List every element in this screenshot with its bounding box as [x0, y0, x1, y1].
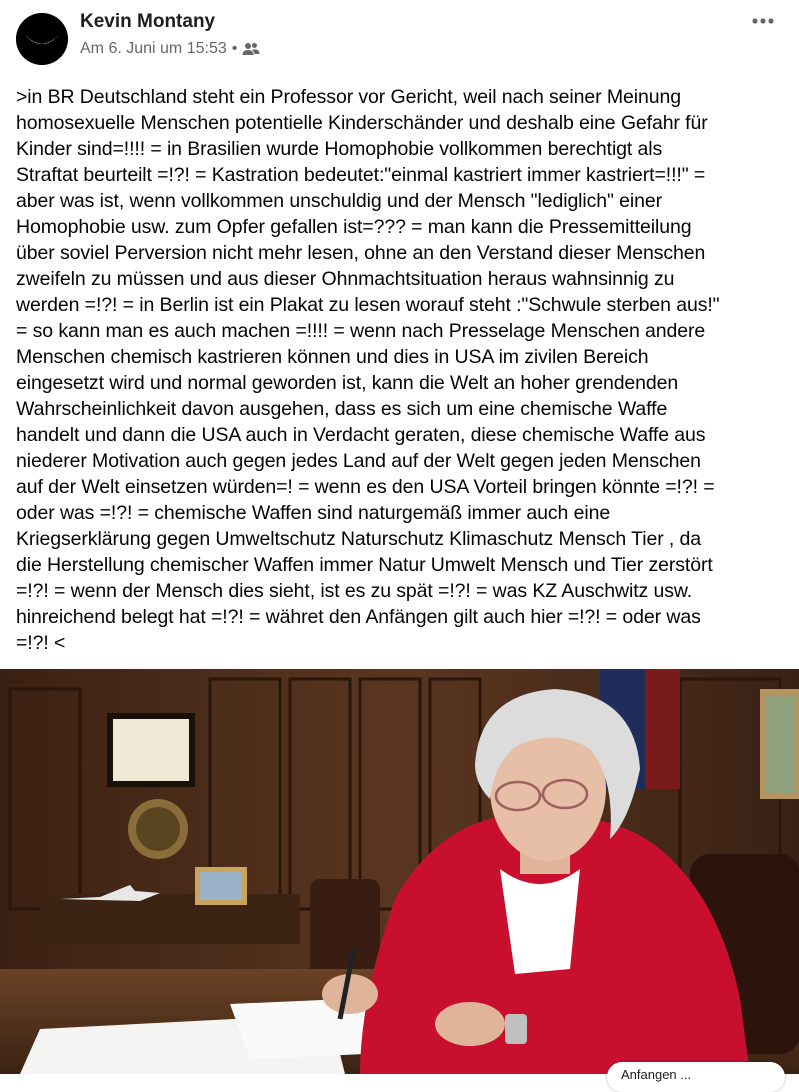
avatar-logo-icon [16, 13, 68, 65]
post-header [0, 0, 799, 80]
post-text: >in BR Deutschland steht ein Professor vor Gericht, weil nach seiner Meinung homosexuelle Menschen potentielle Kinderschänder und deshalb eine Gefahr für Kinder sind=!!!! = in Brasilien wurde Homophobie vollkommen berechtigt als Straftat beurteilt =!?! = Kastration bedeutet:"einmal kastriert immer kastriert=!!!" = aber was ist, wenn vollkommen unschuldig und der Mensch "lediglich" einer Homophobie usw. zum Opfer gefallen ist=??? = man kann die Pressemitteilung über soviel Perversion nicht mehr lesen, ohne an den Verstand dieser Menschen zweifeln zu müssen und aus dieser Ohnmachtsituation heraus wahnsinnig zu werden =!?! = in Berlin ist ein Plakat zu lesen worauf steht :"Schwule sterben aus!" = so kann man es auch machen =!!!! = wenn nach Presselage Menschen andere Menschen chemisch kastrieren können und dies in USA im zivilen Bereich eingesetzt wird und normal geworden ist, kann die Welt an hoher grendenden Wahrscheinlichkeit davon ausgehen, dass es sich um eine chemische Waffe handelt und dann die USA auch in Verdacht geraten, diese chemische Waffe aus niederer Motivation auch gegen jedes Land auf der Welt gegen jeden Menschen auf der Welt einsetzen würden=! = wenn es den USA Vorteil bringen könnte =!?! = oder was =!?! = chemische Waffen sind naturgemäß immer auch eine Kriegserklärung gegen Umweltschutz Naturschutz Klimaschutz Mensch Tier , da die Herstellung chemischer Waffen immer Natur Umwelt Mensch und Tier zerstört =!?! = wenn der Mensch dies sieht, ist es zu spät =!?! = was KZ Auschwitz usw. hinreichend belegt hat =!?! = währet den Anfängen gilt auch hier =!?! = oder was =!?! < [16, 86, 720, 654]
photo-tag-pill[interactable]: Anfangen ... [607, 1062, 785, 1092]
friends-icon[interactable] [242, 42, 260, 56]
author-name[interactable]: Kevin Montany [80, 11, 216, 32]
more-options-icon [752, 18, 774, 24]
meta-separator: • [231, 40, 238, 57]
more-options-button[interactable] [749, 10, 777, 32]
author-avatar[interactable] [16, 13, 68, 65]
post-timestamp[interactable]: Am 6. Juni um 15:53 [80, 40, 227, 57]
post-photo[interactable] [0, 669, 799, 1074]
post-meta [80, 40, 260, 58]
photo-illustration [0, 669, 799, 1074]
